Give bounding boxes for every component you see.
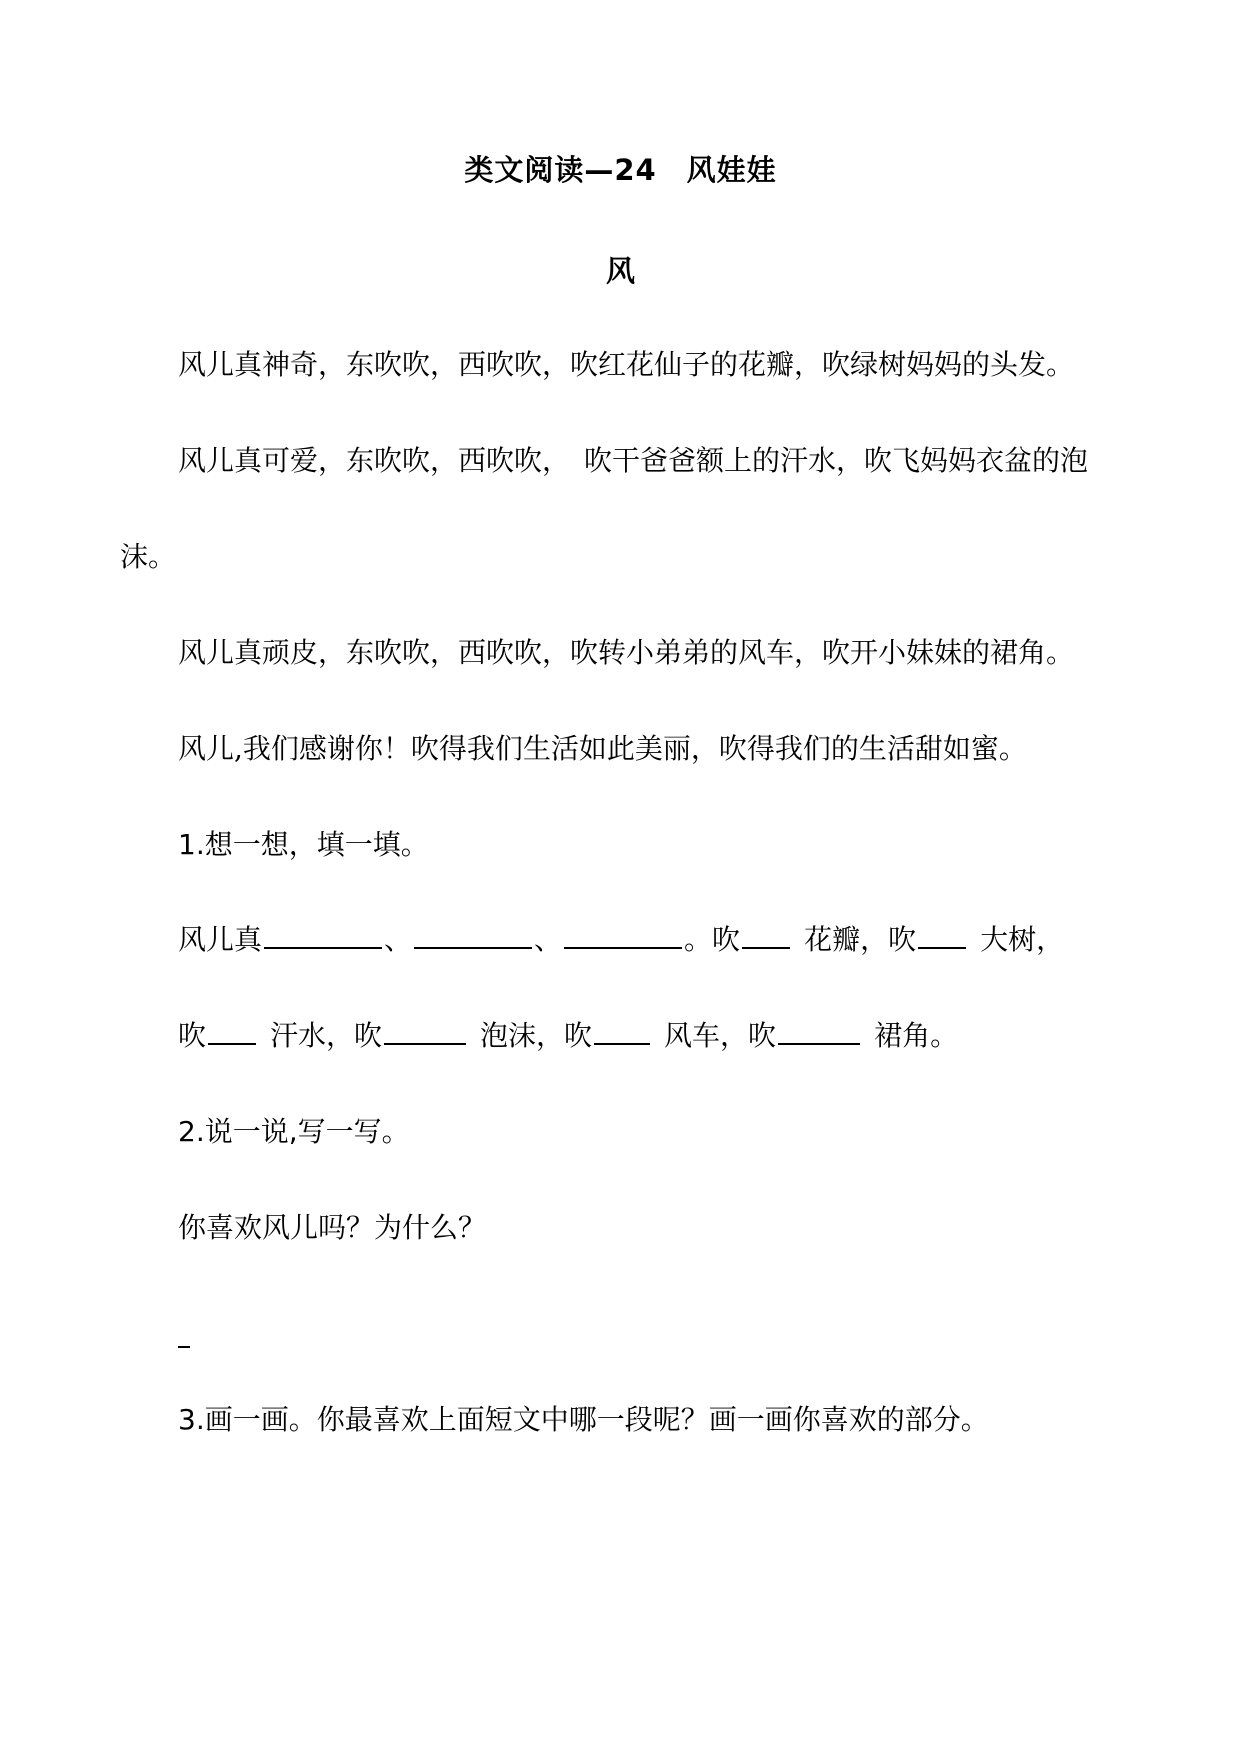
fill-text: 花瓣，吹 [804, 923, 917, 956]
question-1-fill-line-2 [178, 1016, 958, 1056]
paragraph-2-line-1: 风儿真可爱，东吹吹，西吹吹， 吹干爸爸额上的汗水，吹飞妈妈衣盆的泡 [178, 444, 1089, 477]
question-2-heading: 2.说一说,写一写。 [178, 1115, 410, 1148]
answer-blank[interactable] [778, 1017, 860, 1045]
fill-text: 、 [534, 923, 563, 956]
passage-title: 风 [605, 254, 635, 288]
paragraph-4: 风儿,我们感谢你！吹得我们生活如此美丽，吹得我们的生活甜如蜜。 [178, 732, 1027, 765]
fill-text: 泡沫，吹 [480, 1019, 593, 1052]
answer-blank[interactable] [414, 921, 532, 949]
fill-text: 、 [384, 923, 413, 956]
answer-blank[interactable] [918, 921, 966, 949]
fill-text: 大树， [980, 923, 1065, 956]
answer-blank[interactable] [208, 1017, 256, 1045]
answer-blank[interactable] [564, 921, 682, 949]
fill-text: 风儿真 [178, 923, 263, 956]
question-2-prompt: 你喜欢风儿吗？为什么？ [178, 1211, 487, 1244]
paragraph-1: 风儿真神奇，东吹吹，西吹吹，吹红花仙子的花瓣，吹绿树妈妈的头发。 [178, 348, 1075, 381]
answer-blank[interactable] [384, 1017, 466, 1045]
fill-text: 吹 [178, 1019, 207, 1052]
fill-text: 。吹 [684, 923, 741, 956]
fill-text: 裙角。 [874, 1019, 959, 1052]
answer-blank[interactable] [264, 921, 382, 949]
answer-line[interactable] [178, 1346, 190, 1348]
answer-blank[interactable] [742, 921, 790, 949]
page-title: 类文阅读—24 风娃娃 [464, 153, 777, 187]
fill-text: 风车，吹 [664, 1019, 777, 1052]
question-3-heading: 3.画一画。你最喜欢上面短文中哪一段呢？画一画你喜欢的部分。 [178, 1403, 989, 1436]
paragraph-2-line-2: 沫。 [120, 540, 177, 573]
fill-text: 汗水，吹 [270, 1019, 383, 1052]
paragraph-3: 风儿真顽皮，东吹吹，西吹吹，吹转小弟弟的风车，吹开小妹妹的裙角。 [178, 636, 1075, 669]
question-1-heading: 1.想一想，填一填。 [178, 828, 429, 861]
answer-blank[interactable] [594, 1017, 650, 1045]
question-1-fill-line-1 [178, 920, 1064, 960]
